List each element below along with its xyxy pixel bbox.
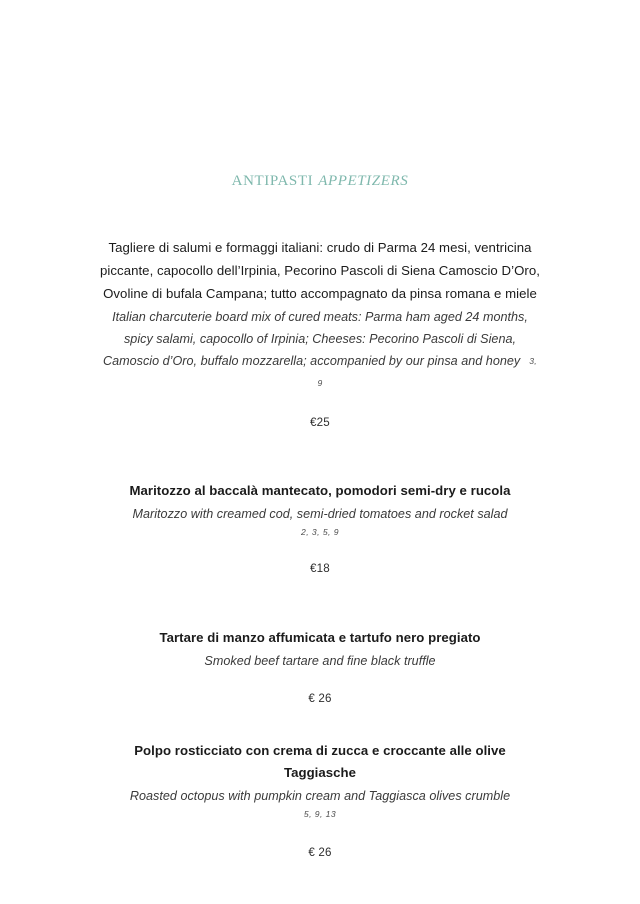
menu-item-allergens: 5, 9, 13 bbox=[303, 809, 337, 820]
menu-item-name-english: Smoked beef tartare and fine black truffle bbox=[204, 653, 436, 668]
section-title-italian: antipasti bbox=[231, 165, 314, 190]
menu-item-name-english-text: Italian charcuterie board mix of cured meats: Parma ham aged 24 months, spicy salami, capocollo of Irpinia; Cheeses: Pecorino Pascoli di Siena, Camoscio d’Oro, buffalo mozzarella; accompanied by our pinsa and honey bbox=[102, 309, 528, 368]
menu-item-price: €25 bbox=[310, 416, 330, 430]
menu-item-name-english: Roasted octopus with pumpkin cream and Taggiasca olives crumble bbox=[129, 789, 511, 804]
menu-item-name-italian: Maritozzo al baccalà mantecato, pomodori semi-dry e rucola bbox=[129, 483, 511, 499]
menu-item bbox=[100, 740, 540, 859]
menu-item-price: € 26 bbox=[308, 846, 332, 860]
menu-item-price: €18 bbox=[310, 561, 330, 575]
menu-item-price: € 26 bbox=[308, 691, 332, 705]
menu-item-name-english bbox=[100, 306, 540, 395]
menu-item bbox=[100, 627, 540, 705]
section-heading bbox=[0, 0, 640, 190]
menu-item-list bbox=[100, 237, 540, 859]
menu-item-name-italian: Polpo rosticciato con crema di zucca e croccante alle olive Taggiasche bbox=[134, 742, 506, 781]
menu-item-allergens: 2, 3, 5, 9 bbox=[301, 527, 339, 538]
menu-item-name-italian-text: Tagliere di salumi e formaggi italiani: crudo di Parma 24 mesi, ventricina piccante, capocollo dell’Irpinia, Pecorino Pascoli di Siena Camoscio D’Oro, Ovoline di bufala Campana; tutto accompagnato da pinsa romana e miele bbox=[100, 240, 540, 301]
menu-item-name-italian: Tartare di manzo affumicata e tartufo nero pregiato bbox=[159, 629, 481, 645]
section-title-english: appetizers bbox=[318, 165, 409, 190]
menu-item-name-english: Maritozzo with creamed cod, semi-dried tomatoes and rocket salad bbox=[132, 507, 508, 521]
menu-item-allergens: 3, 9 bbox=[317, 355, 537, 389]
menu-item-name-italian bbox=[100, 237, 540, 305]
menu-item bbox=[100, 237, 540, 429]
menu-item bbox=[100, 480, 540, 575]
